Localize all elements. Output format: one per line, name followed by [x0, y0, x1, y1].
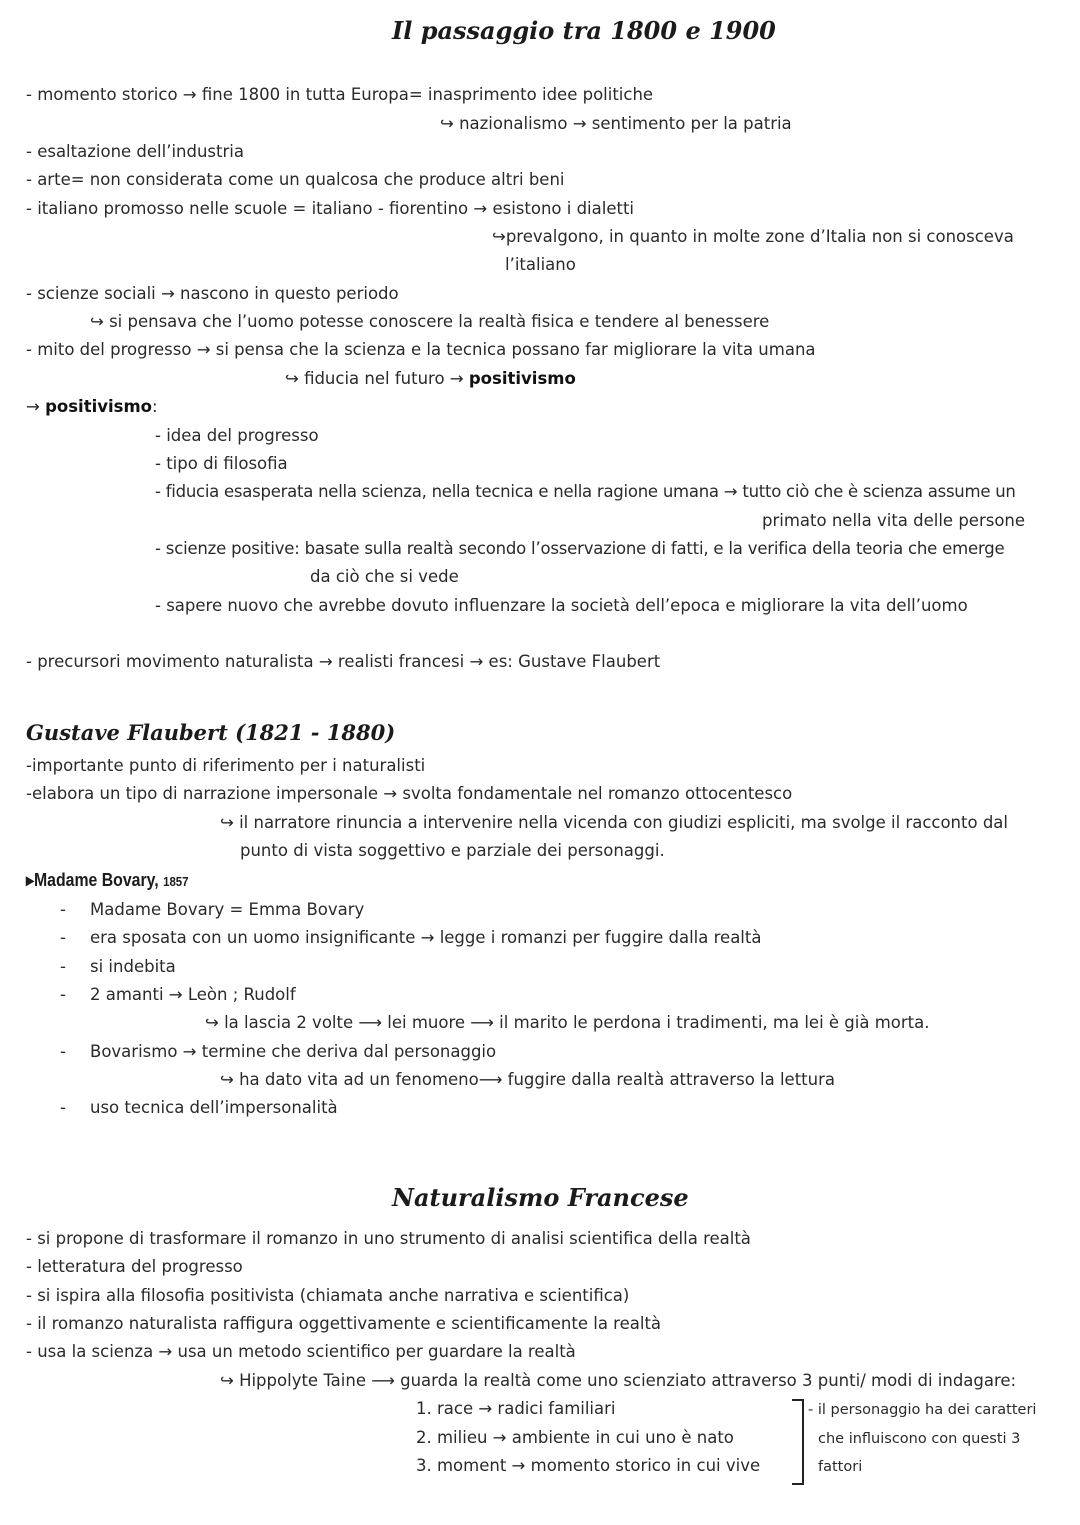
note-line: - letteratura del progresso: [26, 1257, 243, 1276]
bullet-item: 2 amanti → Leòn ; Rudolf: [90, 985, 296, 1004]
bullet-item: era sposata con un uomo insignificante → legge i romanzi per fuggire dalla realtà: [90, 928, 762, 947]
note-text: ↪ fiducia nel futuro →: [285, 369, 469, 388]
bullet-dash: -: [60, 928, 66, 947]
book-subheading: [26, 870, 189, 891]
note-line: - il romanzo naturalista raffigura oggettivamente e scientificamente la realtà: [26, 1314, 662, 1333]
note-line: - scienze sociali → nascono in questo periodo: [26, 284, 399, 303]
note-line: l’italiano: [505, 255, 576, 274]
note-line: ↪ ha dato vita ad un fenomeno⟶ fuggire dalla realtà attraverso la lettura: [220, 1070, 835, 1089]
bullet-item: si indebita: [90, 957, 176, 976]
note-line: - tipo di filosofia: [155, 454, 288, 473]
note-line: punto di vista soggettivo e parziale dei personaggi.: [240, 841, 665, 860]
side-note: che influiscono con questi 3: [818, 1431, 1021, 1447]
note-line: -elabora un tipo di narrazione impersonale → svolta fondamentale nel romanzo ottocentesco: [26, 784, 793, 803]
side-note: - il personaggio ha dei caratteri: [808, 1402, 1037, 1418]
note-line: - si ispira alla filosofia positivista (chiamata anche narrativa e scientifica): [26, 1286, 630, 1305]
bullet-item: Bovarismo → termine che deriva dal personaggio: [90, 1042, 497, 1061]
note-line: -importante punto di riferimento per i naturalisti: [26, 756, 426, 775]
note-line: - usa la scienza → usa un metodo scientifico per guardare la realtà: [26, 1342, 576, 1361]
numbered-item: 3. moment → momento storico in cui vive: [416, 1456, 761, 1475]
note-line: primato nella vita delle persone: [762, 511, 1026, 530]
book-year: 1857: [163, 874, 189, 889]
note-line: - si propone di trasformare il romanzo in uno strumento di analisi scientifica della realtà: [26, 1229, 751, 1248]
note-line: ↪ Hippolyte Taine ⟶ guarda la realtà come uno scienziato attraverso 3 punti/ modi di indagare:: [220, 1371, 1017, 1390]
keyword-positivismo: positivismo: [468, 369, 576, 388]
page-title: Il passaggio tra 1800 e 1900: [392, 16, 776, 45]
note-line: - momento storico → fine 1800 in tutta Europa= inasprimento idee politiche: [26, 85, 654, 104]
note-line: ↪ nazionalismo → sentimento per la patria: [440, 114, 792, 133]
book-title: ▸Madame Bovary,: [26, 870, 159, 890]
grouping-bracket: [792, 1399, 804, 1485]
note-line: - scienze positive: basate sulla realtà secondo l’osservazione di fatti, e la verifica della teoria che emerge: [155, 539, 1005, 558]
numbered-item: 2. milieu → ambiente in cui uno è nato: [416, 1428, 734, 1447]
keyword-positivismo: positivismo: [45, 397, 153, 416]
bullet-dash: -: [60, 1042, 66, 1061]
bullet-dash: -: [60, 985, 66, 1004]
colon: :: [152, 397, 158, 416]
section-title: Naturalismo Francese: [392, 1183, 689, 1212]
note-line: [285, 369, 576, 389]
note-line: - arte= non considerata come un qualcosa che produce altri beni: [26, 170, 565, 189]
note-line: - idea del progresso: [155, 426, 319, 445]
note-line: ↪ il narratore rinuncia a intervenire nella vicenda con giudizi espliciti, ma svolge il racconto dal: [220, 813, 1008, 832]
note-line: - mito del progresso → si pensa che la scienza e la tecnica possano far migliorare la vita umana: [26, 340, 816, 359]
note-line: - italiano promosso nelle scuole = italiano - fiorentino → esistono i dialetti: [26, 199, 635, 218]
bullet-dash: -: [60, 1098, 66, 1117]
side-note: fattori: [818, 1459, 863, 1475]
bullet-dash: -: [60, 900, 66, 919]
bullet-item: Madame Bovary = Emma Bovary: [90, 900, 365, 919]
note-line: ↪ la lascia 2 volte ⟶ lei muore ⟶ il marito le perdona i tradimenti, ma lei è già morta.: [205, 1013, 930, 1032]
note-line: ↪ si pensava che l’uomo potesse conoscere la realtà fisica e tendere al benessere: [90, 312, 770, 331]
note-line: ↪prevalgono, in quanto in molte zone d’Italia non si conosceva: [492, 227, 1014, 246]
note-line: - fiducia esasperata nella scienza, nella tecnica e nella ragione umana → tutto ciò che è scienza assume un: [155, 482, 1016, 501]
note-line: [26, 397, 158, 417]
note-line: - sapere nuovo che avrebbe dovuto influenzare la società dell’epoca e migliorare la vita dell’uomo: [155, 596, 968, 615]
note-line: da ciò che si vede: [310, 567, 459, 586]
arrow: →: [26, 397, 46, 416]
bullet-dash: -: [60, 957, 66, 976]
note-line: - esaltazione dell’industria: [26, 142, 244, 161]
bullet-item: uso tecnica dell’impersonalità: [90, 1098, 338, 1117]
section-title: Gustave Flaubert (1821 - 1880): [26, 720, 396, 745]
numbered-item: 1. race → radici familiari: [416, 1399, 616, 1418]
note-line: - precursori movimento naturalista → realisti francesi → es: Gustave Flaubert: [26, 652, 661, 671]
